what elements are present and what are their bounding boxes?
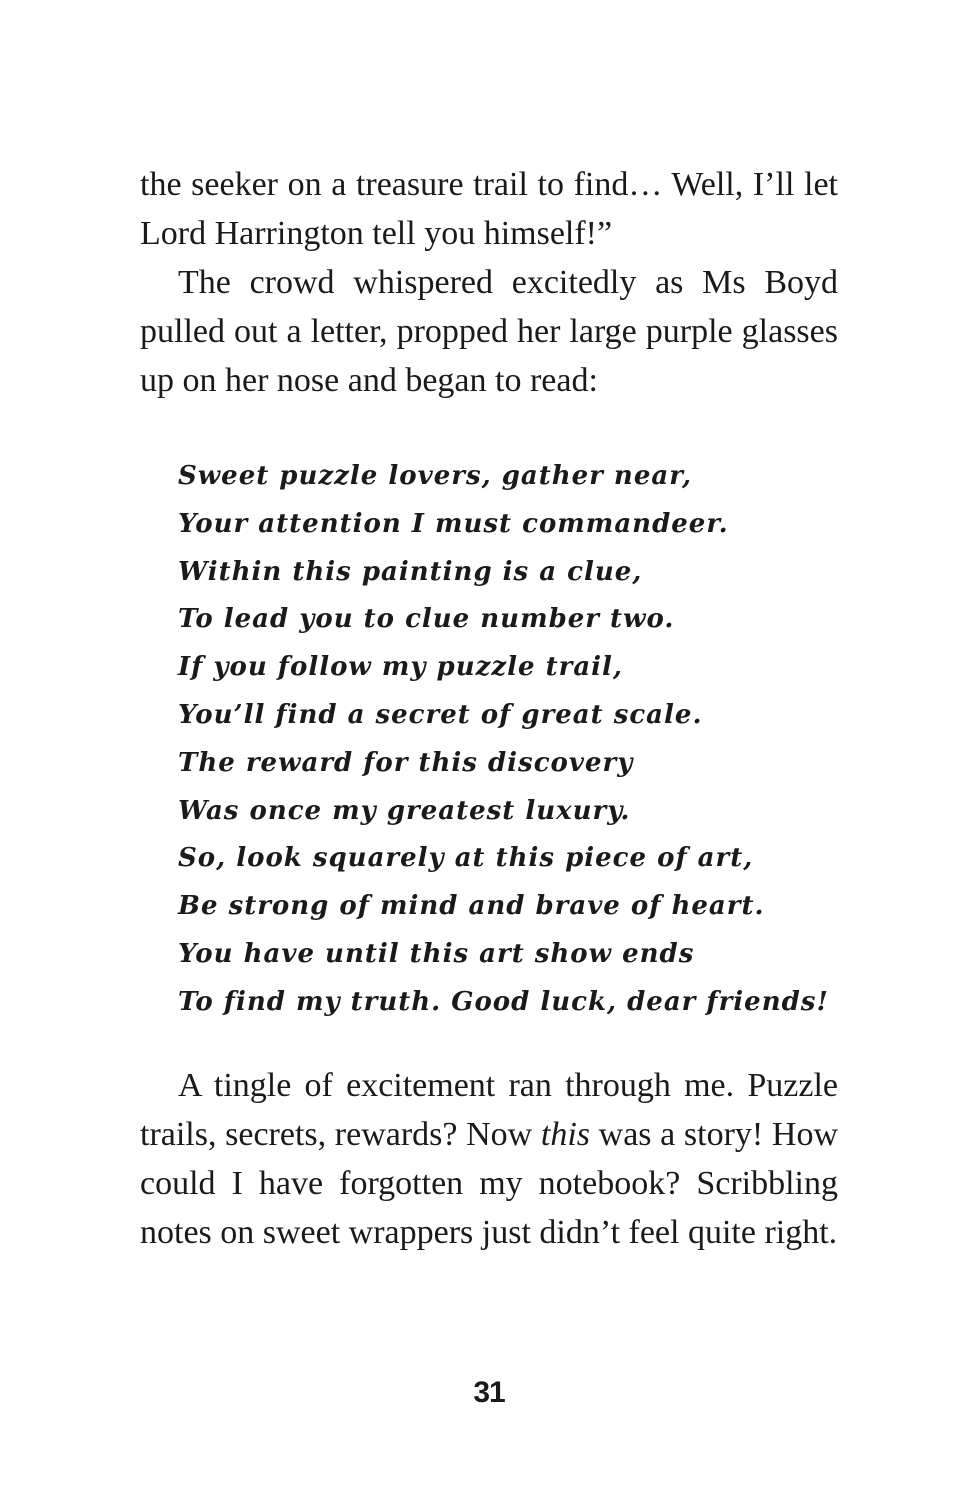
poem-line: Within this painting is a clue,: [178, 556, 643, 587]
poem-line: The reward for this discovery: [178, 747, 634, 778]
poem-block: [178, 453, 838, 1027]
emphasis-text: this: [540, 1115, 591, 1153]
poem-line: Your attention I must commandeer.: [178, 508, 729, 539]
poem-line: You have until this art show ends: [178, 938, 695, 969]
poem-line: To lead you to clue number two.: [178, 604, 675, 635]
paragraph-continuation: the seeker on a treasure trail to find… Well, I’ll let Lord Harrington tell you himself!”: [140, 166, 838, 252]
paragraph-excitement: [140, 1061, 838, 1257]
poem-line: So, look squarely at this piece of art,: [178, 843, 754, 874]
paragraph-text-before: A tingle of excitement ran through me. Puzzle trails, secrets, rewards? Now: [140, 1066, 838, 1153]
poem-line: Was once my greatest luxury.: [178, 795, 631, 826]
page-number: 31: [473, 1376, 505, 1409]
poem-line: Be strong of mind and brave of heart.: [178, 891, 765, 922]
poem-line: To find my truth. Good luck, dear friends!: [178, 986, 829, 1017]
page-body: [140, 160, 838, 1257]
poem-line: Sweet puzzle lovers, gather near,: [178, 461, 693, 491]
paragraph-text-after: was a story! How could I have forgotten my notebook? Scribbling notes on sweet wrappers just didn’t feel quite right.: [140, 1115, 838, 1251]
poem-line: You’ll find a secret of great scale.: [178, 699, 703, 730]
paragraph-crowd: The crowd whispered excitedly as Ms Boyd pulled out a letter, propped her large purple glasses up on her nose and began to read:: [140, 264, 838, 399]
poem-line: If you follow my puzzle trail,: [178, 652, 623, 683]
